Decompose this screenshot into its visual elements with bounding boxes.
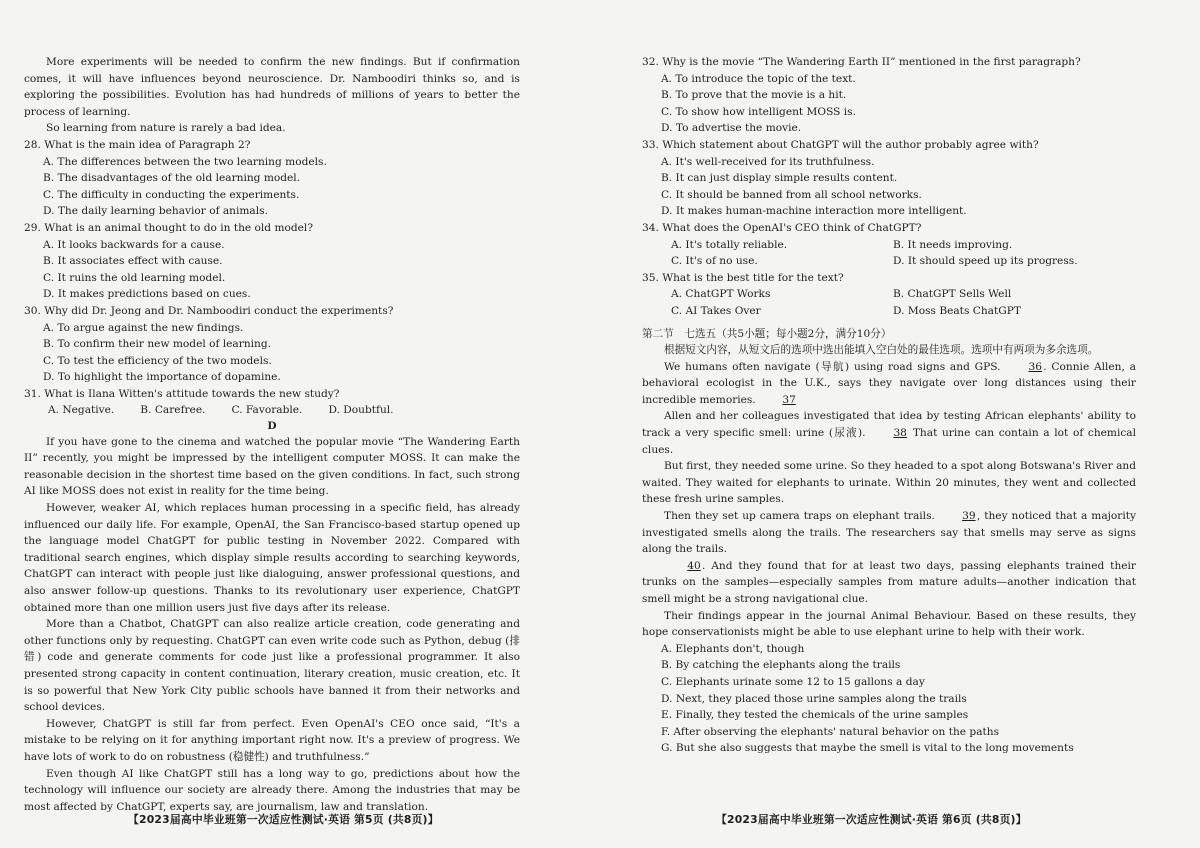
text: That urine can contain a lot of chemical clues. (642, 427, 1137, 456)
option: A. ChatGPT Works (671, 288, 771, 301)
page-5 (24, 54, 520, 815)
section-heading: 第二节 七选五（共5小题；每小题2分，满分10分） (642, 327, 892, 340)
choice: E. Finally, they tested the chemicals of the urine samples (661, 709, 969, 722)
option: C. It ruins the old learning model. (43, 271, 226, 284)
passage-d (24, 434, 520, 816)
text: . And they found that for at least two days, passing elephants trained their trunks on the samples—especially samples from mature adults—another indication that smell might be a strong navigational clue. (642, 559, 1136, 605)
question-30 (24, 303, 520, 386)
options-grid (642, 237, 1136, 270)
option: A. It's well-received for its truthfulness. (661, 155, 875, 168)
question-stem: 29. What is an animal thought to do in the old model? (24, 221, 314, 234)
option: B. Carefree. (140, 404, 206, 417)
option: A. It's totally reliable. (671, 238, 788, 251)
text: , they noticed that a majority investigated smells along the trails. The researchers say that smells may serve as signs along the trails. (642, 510, 1137, 556)
blank-40[interactable]: 40 (687, 559, 701, 572)
question-32 (642, 54, 1136, 137)
question-34 (642, 220, 1136, 270)
section-instruction: 根据短文内容，从短文后的选项中选出能填入空白处的最佳选项。选项中有两项为多余选项。 (664, 344, 1099, 357)
options-row (24, 402, 520, 419)
question-28 (24, 137, 520, 220)
option: C. To test the efficiency of the two models. (43, 354, 272, 367)
question-stem: 34. What does the OpenAI's CEO think of ChatGPT? (642, 221, 922, 234)
option: C. It should be banned from all school networks. (661, 188, 922, 201)
question-stem: 31. What is Ilana Witten's attitude towards the new study? (24, 387, 340, 400)
passage-paragraph: If you have gone to the cinema and watched the popular movie “The Wandering Earth II” recently, you might be impressed by the intelligent computer MOSS. It can make the reasonable decision in the shortest time based on the given conditions. In fact, such strong AI like MOSS does not exist in reality for the time being. (24, 435, 520, 498)
options-grid (642, 286, 1136, 319)
passage-paragraph: However, weaker AI, which replaces human processing in a specific field, has already influenced our daily life. For example, OpenAI, the San Francisco-based startup opened up the language model ChatGPT for public testing in November 2022. Compared with traditional search engines, which display simple results according to searching keywords, ChatGPT can interact with people just like dialoguing, answer professional questions, and also answer follow-up questions. Thanks to its revolutionary user experience, ChatGPT obtained more than one million users just five days after its release. (24, 502, 520, 614)
question-35 (642, 270, 1136, 320)
choice: F. After observing the elephants' natural behavior on the paths (661, 725, 1000, 738)
passage-paragraph (642, 558, 1136, 608)
option: D. Moss Beats ChatGPT (893, 304, 1021, 317)
intro-paragraph: So learning from nature is rarely a bad idea. (46, 122, 286, 135)
page-footer: 【2023届高中毕业班第一次适应性测试·英语 第6页 (共8页)】 (716, 813, 1027, 826)
option: D. It makes human-machine interaction more intelligent. (661, 205, 967, 218)
option: B. ChatGPT Sells Well (893, 288, 1012, 301)
option: A. To argue against the new findings. (43, 321, 244, 334)
question-stem: 30. Why did Dr. Jeong and Dr. Namboodiri conduct the experiments? (24, 304, 394, 317)
answer-choices (642, 641, 1136, 757)
option: B. To prove that the movie is a hit. (661, 89, 847, 102)
option: C. It's of no use. (671, 255, 758, 268)
option: D. Doubtful. (328, 404, 394, 417)
question-stem: 33. Which statement about ChatGPT will the author probably agree with? (642, 138, 1039, 151)
passage-paragraph: However, ChatGPT is still far from perfect. Even OpenAI's CEO once said, “It's a mistake to be relying on it for anything important right now. It's a preview of progress. We have lots of work to do on robustness (稳健性) and truthfulness.” (24, 717, 520, 763)
blank-36[interactable]: 36 (1028, 360, 1042, 373)
passage-paragraph: Even though AI like ChatGPT still has a long way to go, predictions about how the technology will influence our society are already there. Among the industries that may be most affected by ChatGPT, experts say, are journalism, law and translation. (24, 767, 520, 813)
passage-paragraph: More than a Chatbot, ChatGPT can also realize article creation, code generating and other functions only by requesting. ChatGPT can even write code such as Python, debug (排错) code and generate comments for code just like a professional programmer. It also presented strong capacity in content continuation, literary creation, music creation, etc. It is so powerful that New York City public schools have banned it from their networks and school devices. (24, 618, 520, 714)
passage-paragraph: Their findings appear in the journal Animal Behaviour. Based on these results, they hope conservationists might be able to use elephant urine to help with their work. (642, 609, 1136, 639)
question-33 (642, 137, 1136, 220)
option: D. To highlight the importance of dopamine. (43, 371, 281, 384)
option: B. It can just display simple results content. (661, 172, 898, 185)
passage-paragraph: But first, they needed some urine. So they headed to a spot along Botswana's River and waited. They waited for elephants to urinate. Within 20 minutes, they went and collected these fresh urine samples. (642, 460, 1136, 506)
option: C. Favorable. (231, 404, 303, 417)
passage-paragraph: We humans often navigate (导航) using road signs and GPS. 36. Connie Allen, a behavioral ecologist in the U.K., says they navigate over long distances using their incredible memories. 37 (642, 359, 1136, 409)
option: B. It associates effect with cause. (43, 255, 223, 268)
option: A. Negative. (48, 404, 115, 417)
option: B. To confirm their new model of learning. (43, 338, 271, 351)
cloze-passage (642, 359, 1136, 641)
option: C. To show how intelligent MOSS is. (661, 105, 856, 118)
option: A. To introduce the topic of the text. (661, 72, 856, 85)
choice: D. Next, they placed those urine samples along the trails (661, 692, 967, 705)
option: B. It needs improving. (893, 238, 1013, 251)
option: D. It should speed up its progress. (893, 255, 1078, 268)
question-stem: 35. What is the best title for the text? (642, 271, 844, 284)
choice: B. By catching the elephants along the trails (661, 659, 901, 672)
option: C. AI Takes Over (671, 304, 761, 317)
option: A. The differences between the two learning models. (43, 155, 327, 168)
passage-paragraph (642, 508, 1136, 558)
choice: C. Elephants urinate some 12 to 15 gallons a day (661, 675, 925, 688)
section-letter-d: D (267, 420, 277, 433)
option: D. To advertise the movie. (661, 122, 802, 135)
text: We humans often navigate (导航) using road signs and GPS. (664, 360, 1001, 373)
blank-39[interactable]: 39 (962, 510, 976, 523)
option: A. It looks backwards for a cause. (43, 238, 225, 251)
page-6 (642, 54, 1136, 757)
text: Allen and her colleagues investigated that idea by testing African elephants' ability to track a very specific smell: urine (尿液). (642, 410, 1136, 440)
option: B. The disadvantages of the old learning model. (43, 172, 301, 185)
option: C. The difficulty in conducting the experiments. (43, 188, 300, 201)
option: D. It makes predictions based on cues. (43, 288, 251, 301)
blank-38[interactable]: 38 (893, 427, 907, 440)
option: D. The daily learning behavior of animals. (43, 205, 268, 218)
text: Then they set up camera traps on elephant trails. (664, 510, 935, 523)
passage-paragraph (642, 408, 1136, 458)
intro-paragraph: More experiments will be needed to confirm the new findings. But if confirmation comes, it will have influences beyond neuroscience. Dr. Namboodiri thinks so, and is exploring the possibilities. Evolution has had hundreds of millions of years to better the process of learning. (24, 56, 520, 118)
question-29 (24, 220, 520, 303)
text: Connie Allen, a behavioral ecologist in the U.K., says they navigate over long distances using their incredible memories. (642, 360, 1136, 406)
choice: A. Elephants don't, though (661, 642, 805, 655)
question-stem: 32. Why is the movie “The Wandering Earth II” mentioned in the first paragraph? (642, 56, 1081, 68)
question-stem: 28. What is the main idea of Paragraph 2? (24, 138, 251, 151)
blank-37[interactable]: 37 (782, 393, 796, 406)
question-31 (24, 386, 520, 419)
choice: G. But she also suggests that maybe the smell is vital to the long movements (661, 742, 1074, 755)
page-footer: 【2023届高中毕业班第一次适应性测试·英语 第5页 (共8页)】 (128, 813, 439, 826)
